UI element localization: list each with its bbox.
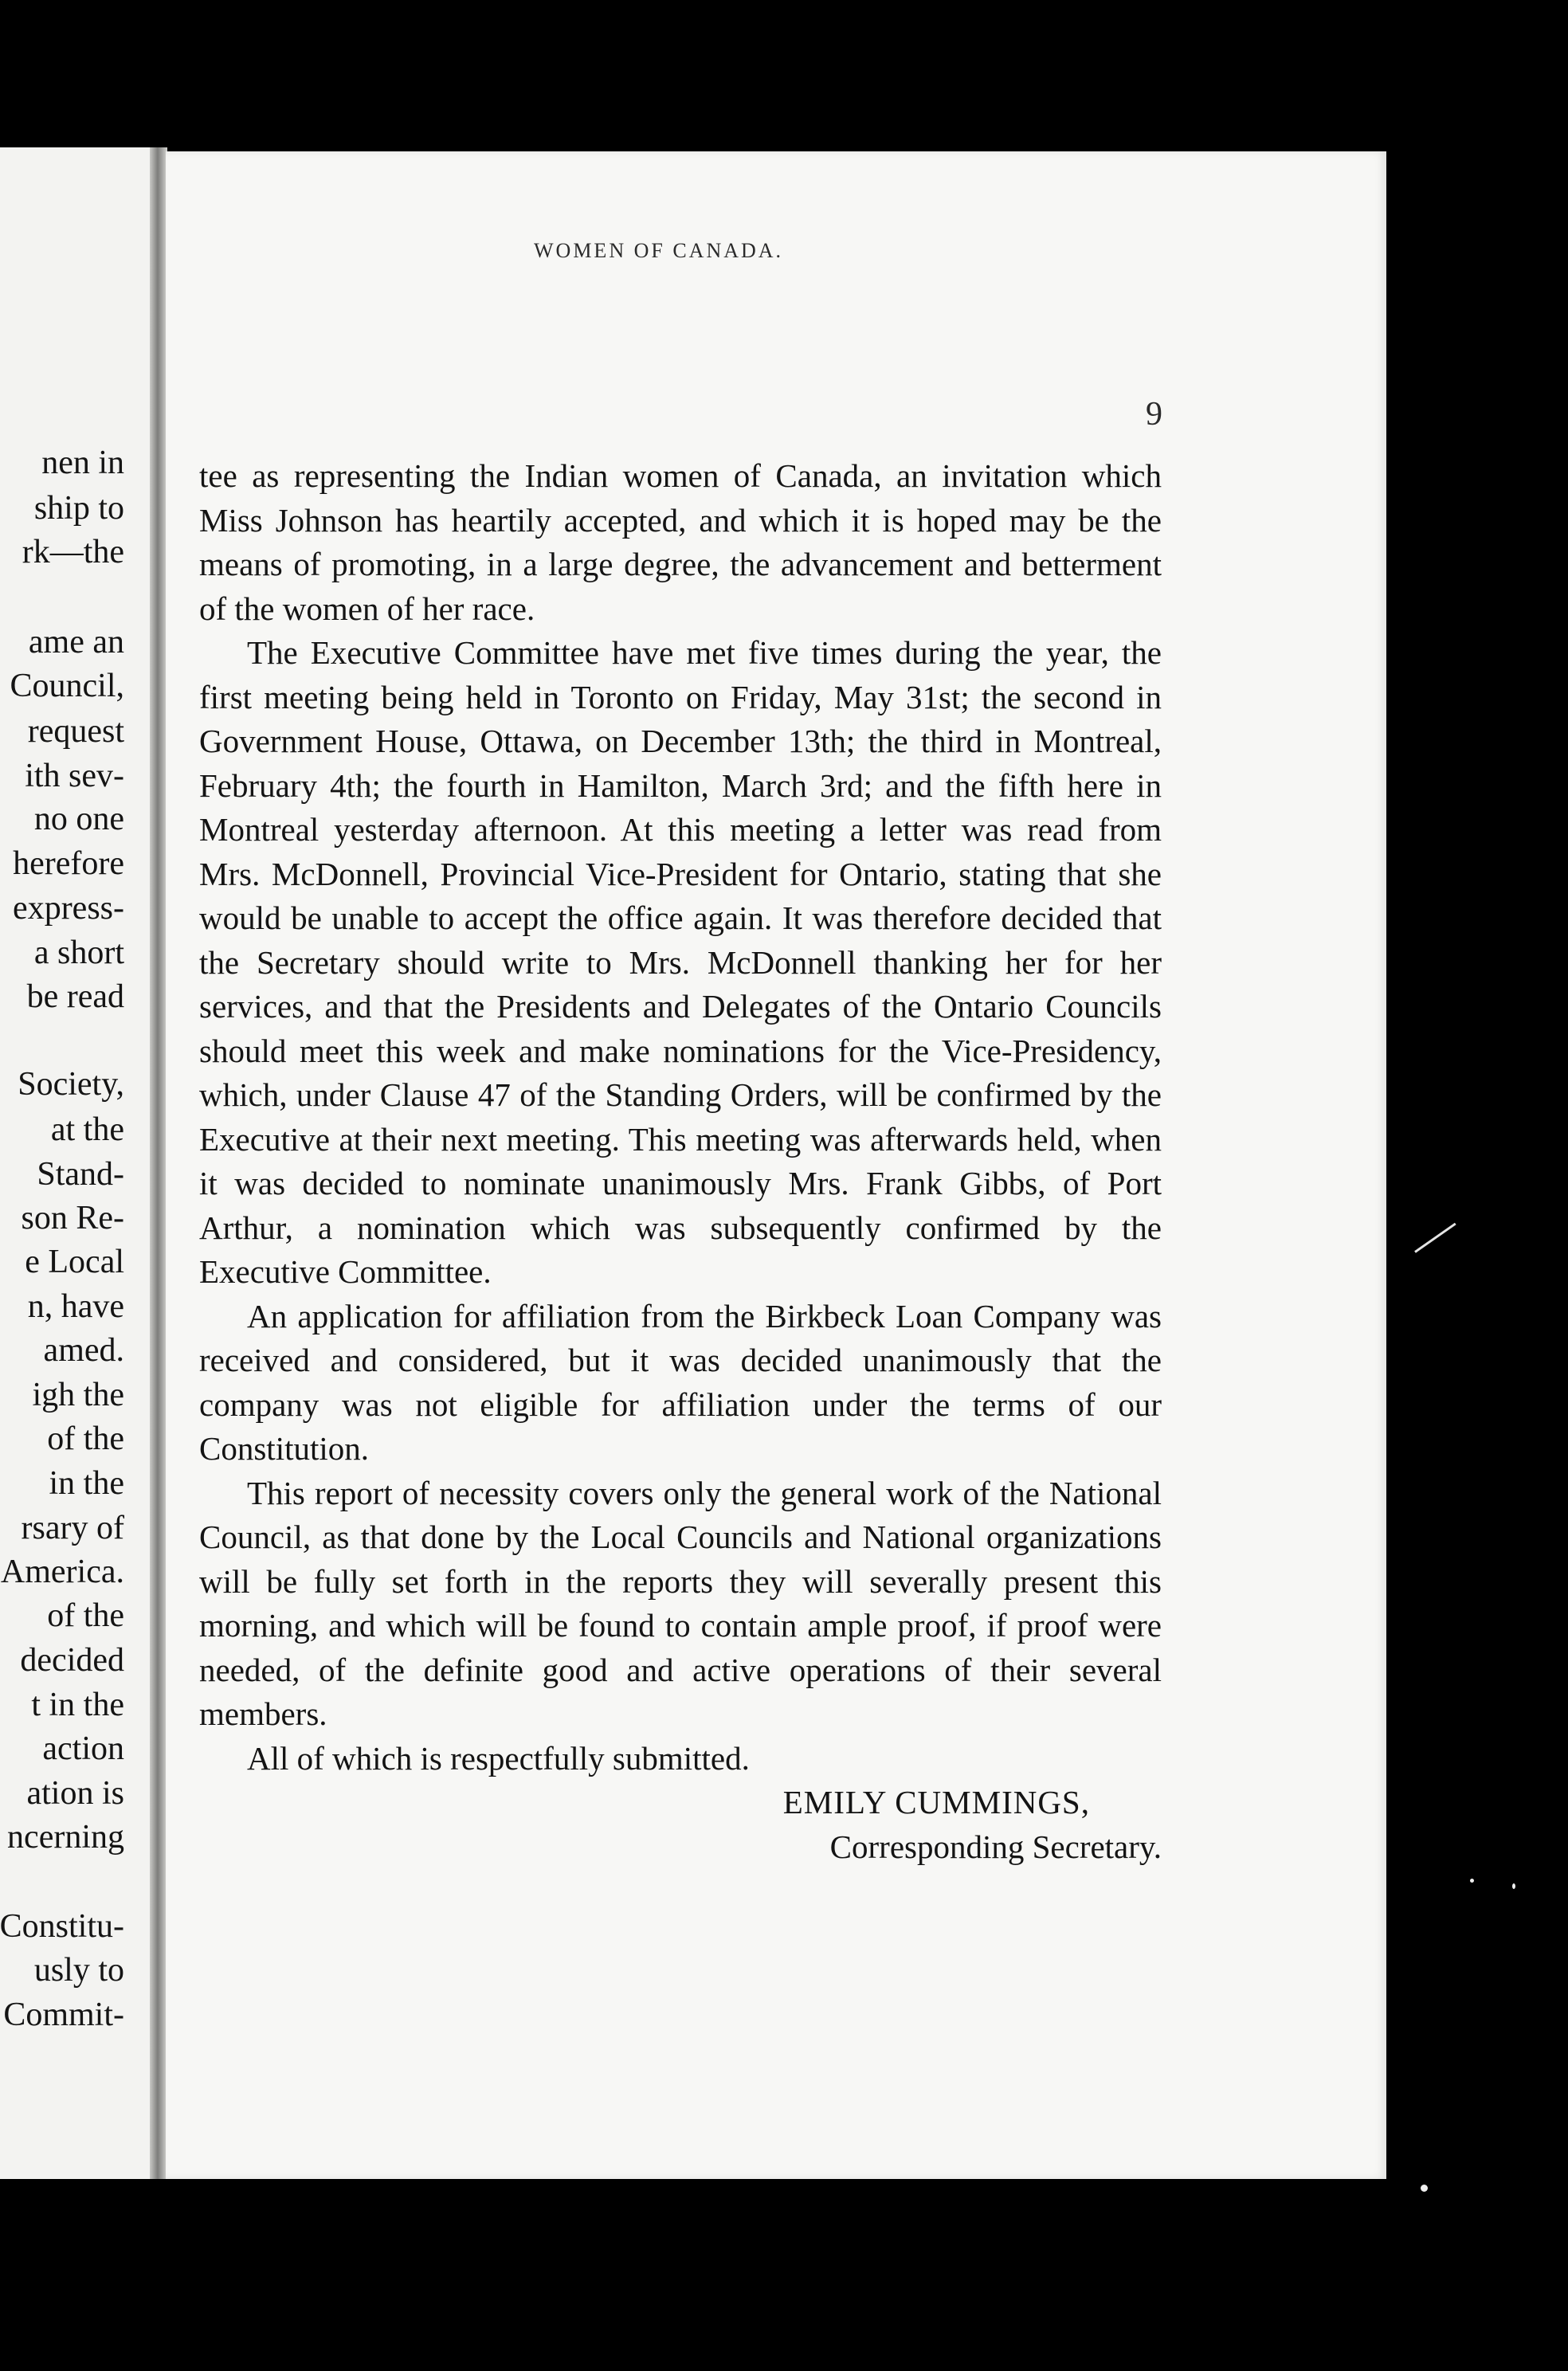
left-page-line: request	[27, 713, 124, 750]
scan-speck	[1512, 1883, 1515, 1889]
running-head: WOMEN OF CANADA.	[534, 239, 784, 262]
left-page-line: usly to	[33, 1952, 124, 1989]
paragraph: An application for affiliation from the Birkbeck Loan Company was received and considered, but it was decided unanimously that the company was not eligible for affiliation under the terms of our Constitution.	[199, 1297, 1162, 1467]
left-page-line: rk—the	[22, 534, 124, 570]
paragraph: tee as representing the Indian women of Canada, an invitation which Miss Johnson has heartily accepted, and which it is hoped may be the means of promoting, in a large degree, the advancement and betterment of the women of her race.	[199, 457, 1162, 627]
left-page-line: of the	[47, 1597, 124, 1634]
left-page-line: Stand-	[37, 1156, 124, 1193]
closing-line: All of which is respectfully submitted.	[247, 1739, 750, 1777]
left-page-line: ame an	[28, 624, 124, 660]
left-page-line: action	[42, 1730, 124, 1767]
left-page-line: son Re-	[21, 1200, 124, 1236]
signature-title: Corresponding Secretary.	[829, 1828, 1162, 1865]
left-page-line: nen in	[41, 445, 124, 481]
book-gutter	[150, 147, 167, 2179]
paragraph: This report of necessity covers only the general work of the National Council, as that done by the Local Councils and National organizations will be fully set forth in the reports they will severally present this morning, and which will be found to contain ample proof, if proof were needed, of the definite good and active operations of their several members.	[199, 1474, 1162, 1732]
left-page-line: decided	[20, 1642, 124, 1679]
paragraph: The Executive Committee have met five times during the year, the first meeting being held in Toronto on Friday, May 31st; the second in Government House, Ottawa, on December 13th; the third in Montreal, February 4th; the fourth in Hamilton, March 3rd; and the fifth here in Montreal yesterday afternoon. At this meeting a letter was read from Mrs. McDonnell, Provincial Vice-President for Ontario, stating that she would be unable to accept the office again. It was therefore decided that the Secretary should write to Mrs. McDonnell thanking her for her services, and that the Presidents and Delegates of the Ontario Councils should meet this week and make nominations for the Vice-Presidency, which, under Clause 47 of the Standing Orders, will be confirmed by the Executive at their next meeting. This meeting was afterwards held, when it was decided to nominate unanimously Mrs. Frank Gibbs, of Port Arthur, a nomination which was subsequently confirmed by the Executive Committee.	[199, 634, 1162, 1290]
left-page-line: no one	[33, 801, 124, 837]
left-page-line: t in the	[31, 1687, 124, 1723]
scan-scratch-mark	[1414, 1223, 1456, 1253]
left-page-line: Society,	[18, 1066, 124, 1103]
signature-name: EMILY CUMMINGS,	[782, 1784, 1090, 1820]
page-number: 9	[1146, 396, 1162, 433]
left-page-line: in the	[49, 1465, 124, 1502]
report-body	[199, 454, 1162, 1869]
left-page-line: ith sev-	[25, 758, 124, 794]
left-page-line: igh the	[32, 1377, 124, 1413]
left-page-line: Commit-	[3, 1997, 124, 2033]
left-page-line: ncerning	[7, 1819, 124, 1856]
left-page-line: a short	[33, 935, 124, 971]
left-page-line: America.	[0, 1554, 124, 1590]
left-page-line: n, have	[27, 1288, 124, 1325]
left-page-line: e Local	[25, 1244, 124, 1280]
left-page-line: ation is	[26, 1775, 124, 1812]
left-page-line: ship to	[33, 490, 124, 527]
left-page-line: rsary of	[21, 1510, 124, 1546]
left-page-line: at the	[50, 1111, 124, 1148]
scan-speck	[1470, 1879, 1474, 1883]
left-page-line: Council,	[10, 668, 124, 704]
left-page-line: express-	[13, 890, 124, 927]
scan-speck	[1421, 2185, 1428, 2192]
left-page-line: Constitu-	[0, 1908, 124, 1945]
left-page-line: amed.	[43, 1332, 124, 1369]
left-page-line: of the	[47, 1421, 124, 1457]
left-page-fragment	[0, 147, 158, 2179]
left-page-line: be read	[26, 978, 124, 1015]
left-page-line: herefore	[13, 845, 124, 882]
